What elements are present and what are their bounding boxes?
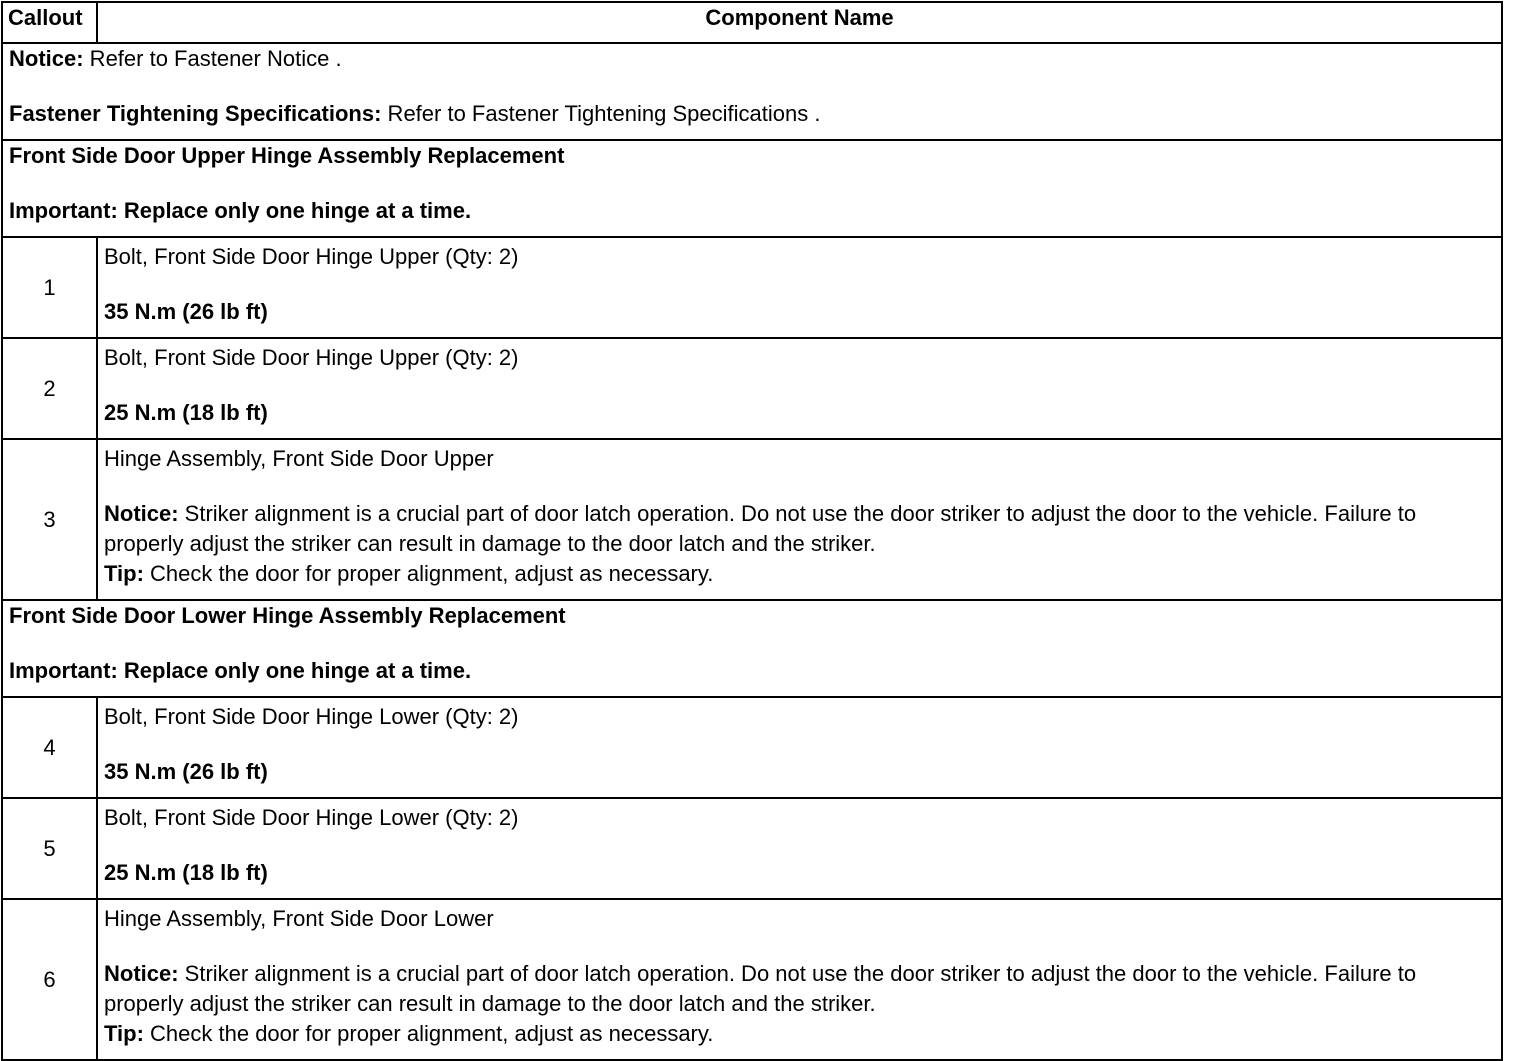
callout-number: 4 <box>2 697 97 798</box>
section-title: Front Side Door Lower Hinge Assembly Replacement <box>9 603 566 628</box>
notice-text: Striker alignment is a crucial part of door latch operation. Do not use the door striker to adjust the door to the vehicle. Failure to properly adjust the striker can result in damage to the door latch and the striker. <box>104 961 1417 1016</box>
tightening-spec <box>9 99 1495 129</box>
fastener-notice-text: Refer to Fastener Notice . <box>83 46 342 71</box>
tip-text: Check the door for proper alignment, adjust as necessary. <box>143 1021 714 1046</box>
table-row <box>2 338 1502 439</box>
fastener-notice <box>9 44 1495 74</box>
torque-spec <box>104 398 1495 428</box>
component-name: Hinge Assembly, Front Side Door Upper <box>104 446 494 471</box>
section-title: Front Side Door Upper Hinge Assembly Replacement <box>9 143 565 168</box>
intro-notes-cell <box>2 43 1502 140</box>
torque-spec <box>104 757 1495 787</box>
fastener-notice-label: Notice: <box>9 46 84 71</box>
table-row <box>2 798 1502 899</box>
component-name: Bolt, Front Side Door Hinge Lower (Qty: 2) <box>104 805 519 830</box>
callout-header: Callout <box>2 2 97 43</box>
section-header-cell <box>2 140 1502 237</box>
component-table <box>1 1 1503 1061</box>
notice-label: Notice: <box>104 501 179 526</box>
component-cell <box>97 237 1502 338</box>
tip-text: Check the door for proper alignment, adjust as necessary. <box>143 561 714 586</box>
torque-value: 35 N.m (26 lb ft) <box>104 299 268 324</box>
alignment-tip <box>104 559 1495 589</box>
alignment-tip <box>104 1019 1495 1049</box>
table-row <box>2 237 1502 338</box>
torque-spec <box>104 858 1495 888</box>
component-name: Bolt, Front Side Door Hinge Lower (Qty: 2) <box>104 704 519 729</box>
tip-label: Tip: <box>104 1021 144 1046</box>
torque-value: 35 N.m (26 lb ft) <box>104 759 268 784</box>
callout-number: 6 <box>2 899 97 1060</box>
component-cell <box>97 697 1502 798</box>
notice-label: Notice: <box>104 961 179 986</box>
component-cell <box>97 798 1502 899</box>
tightening-spec-label: Fastener Tightening Specifications: <box>9 101 382 126</box>
torque-spec <box>104 297 1495 327</box>
important-note: Important: Replace only one hinge at a time. <box>9 658 472 683</box>
component-name-header: Component Name <box>97 2 1502 43</box>
tip-label: Tip: <box>104 561 144 586</box>
intro-notes-row <box>2 43 1502 140</box>
torque-value: 25 N.m (18 lb ft) <box>104 860 268 885</box>
callout-number: 3 <box>2 439 97 600</box>
component-name: Bolt, Front Side Door Hinge Upper (Qty: 2) <box>104 244 519 269</box>
table-row <box>2 439 1502 600</box>
section-header-row <box>2 140 1502 237</box>
torque-value: 25 N.m (18 lb ft) <box>104 400 268 425</box>
callout-number: 5 <box>2 798 97 899</box>
section-header-cell <box>2 600 1502 697</box>
component-name: Bolt, Front Side Door Hinge Upper (Qty: 2) <box>104 345 519 370</box>
table-row <box>2 697 1502 798</box>
striker-notice <box>104 499 1495 559</box>
component-cell <box>97 338 1502 439</box>
component-name: Hinge Assembly, Front Side Door Lower <box>104 906 494 931</box>
component-cell <box>97 899 1502 1060</box>
callout-number: 1 <box>2 237 97 338</box>
notice-text: Striker alignment is a crucial part of door latch operation. Do not use the door striker to adjust the door to the vehicle. Failure to properly adjust the striker can result in damage to the door latch and the striker. <box>104 501 1417 556</box>
table-row <box>2 899 1502 1060</box>
striker-notice <box>104 959 1495 1019</box>
section-header-row <box>2 600 1502 697</box>
table-header-row <box>2 2 1502 43</box>
callout-number: 2 <box>2 338 97 439</box>
tightening-spec-text: Refer to Fastener Tightening Specifications . <box>381 101 821 126</box>
component-cell <box>97 439 1502 600</box>
important-note: Important: Replace only one hinge at a time. <box>9 198 472 223</box>
